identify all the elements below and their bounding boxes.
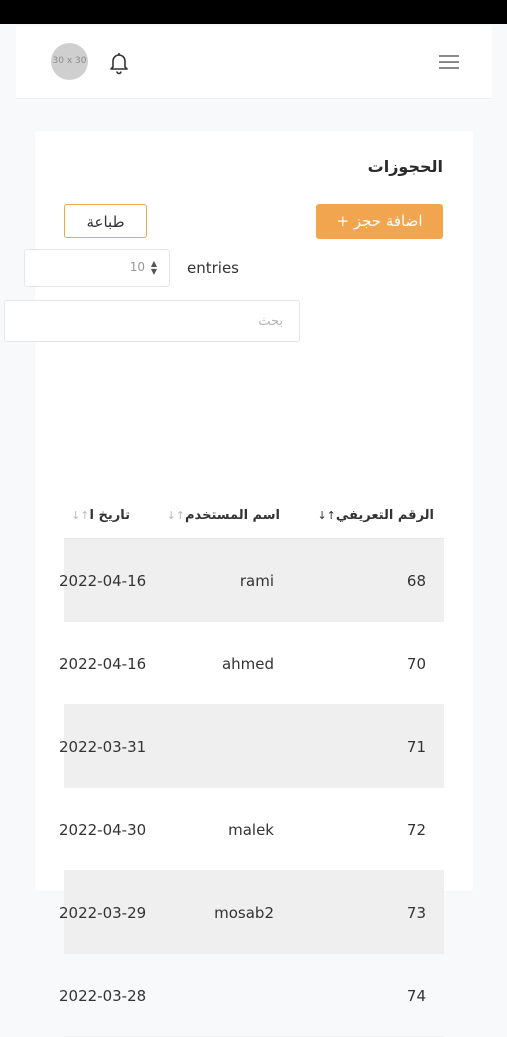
sort-arrows-icon: ↑↓ [317,509,336,522]
table-row[interactable] [59,539,444,622]
select-arrows-icon: ▲ ▼ [150,259,157,276]
bookings-table [59,494,444,1037]
bell-icon[interactable] [107,50,131,74]
entries-label: entries [187,259,239,277]
print-button[interactable]: طباعة [64,204,147,238]
cell-date: 2022-03-31 [59,738,147,756]
cell-id: 71 [406,738,426,756]
table-row[interactable] [59,705,444,788]
cell-id: 74 [406,987,426,1005]
cell-id: 73 [406,904,426,922]
table-row[interactable] [59,622,444,705]
column-header-user[interactable] [157,508,280,523]
sort-arrows-icon: ↑↓ [71,509,90,522]
entries-select[interactable] [24,249,170,287]
avatar[interactable]: 30 x 30 [51,43,88,80]
table-scroll-area[interactable] [59,249,444,1005]
cell-id: 72 [406,821,426,839]
sort-arrows-icon: ↑↓ [166,509,186,522]
search-input[interactable] [4,300,300,342]
cell-user: ahmed [221,655,274,673]
entries-select-value: 10 [129,260,145,274]
cell-user: rami [239,572,274,590]
cell-id: 68 [406,572,426,590]
cell-id: 70 [406,655,426,673]
add-booking-button[interactable]: اضافة حجز + [316,204,443,239]
cell-user: mosab2 [214,904,274,922]
page-title: الحجوزات [367,157,443,176]
table-row[interactable] [59,871,444,954]
column-header-id[interactable] [307,508,434,523]
table-row[interactable] [59,788,444,871]
hamburger-menu-icon[interactable] [436,50,462,74]
cell-date: 2022-03-29 [59,904,147,922]
cell-date: 2022-03-28 [59,987,147,1005]
cell-date: 2022-04-30 [59,821,147,839]
table-row[interactable] [59,954,444,1037]
top-navbar [16,26,492,99]
column-header-date-label: تاريخ ا [89,508,130,523]
bookings-card [35,131,473,1005]
column-header-user-label: اسم المستخدم [185,508,280,523]
cell-date: 2022-04-16 [59,655,147,673]
table-header [64,494,444,539]
cell-user: malek [228,821,274,839]
cell-date: 2022-04-16 [59,572,147,590]
column-header-id-label: الرقم التعريفي [335,508,434,523]
column-header-date[interactable] [61,508,130,523]
status-bar [0,0,507,24]
